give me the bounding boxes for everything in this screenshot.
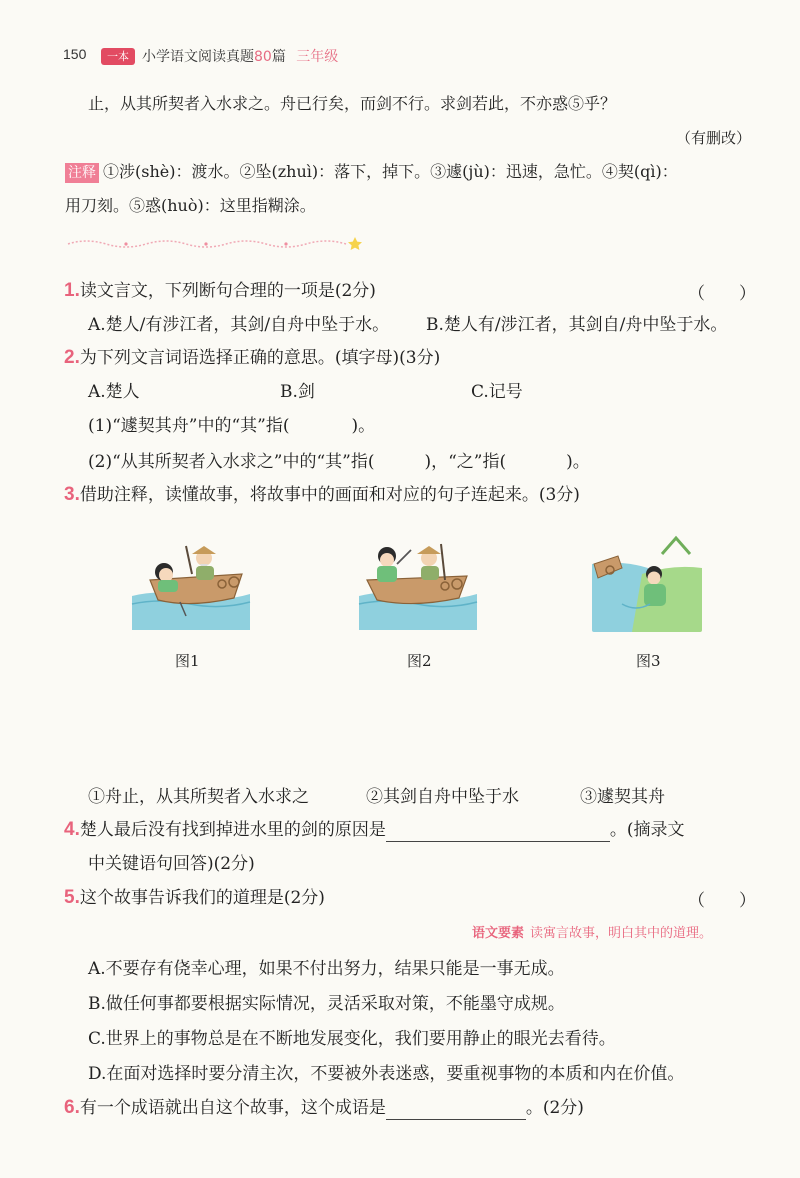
question-3: [64, 483, 580, 507]
picture-2-caption: 图2: [407, 652, 432, 670]
q2-sub-2: [88, 450, 590, 474]
notes-text-1: ①涉(shè)：渡水。②坠(zhuì)：落下，掉下。③遽(jù)：迅速，急忙。④契(qì)：: [103, 162, 678, 181]
q5-option-c: C.世界上的事物总是在不断地发展变化，我们要用静止的眼光去看待。: [88, 1029, 616, 1049]
grade-label: 三年级: [296, 49, 339, 65]
q5-option-b: B.做任何事都要根据实际情况，灵活采取对策，不能墨守成规。: [88, 994, 565, 1014]
source-note: （有删改）: [676, 129, 752, 147]
q2-option-b: B.剑: [280, 382, 315, 402]
title-prefix: 小学语文阅读真题: [142, 49, 254, 65]
question-4-line-2: 中关键语句回答)(2分): [88, 854, 255, 874]
answer-paren-q1[interactable]: （ ）: [688, 284, 756, 304]
notes-line-2: 用刀刻。⑤惑(huò)：这里指糊涂。: [65, 196, 316, 215]
story-picture-1: [130, 534, 252, 630]
q2-sub-1-end: )。: [351, 416, 376, 436]
answer-paren-q5[interactable]: （ ）: [688, 891, 756, 911]
book-title: [142, 46, 338, 66]
brand-logo: 一本: [101, 48, 135, 65]
question-5: [64, 886, 325, 910]
question-5-text: 这个故事告诉我们的道理是(2分): [79, 888, 325, 908]
answer-blank-q4[interactable]: [386, 822, 610, 842]
story-picture-2: [357, 534, 479, 630]
q5-option-d: D.在面对选择时要分清主次，不要被外表迷惑，要重视事物的本质和内在价值。: [88, 1064, 685, 1084]
q1-option-a: A.楚人/有涉江者，其剑/自舟中坠于水。: [88, 315, 390, 335]
passage-line: 止，从其所契者入水求之。舟已行矣，而剑不行。求剑若此，不亦惑⑤乎？: [88, 94, 617, 113]
q3-sentence-2: ②其剑自舟中坠于水: [366, 787, 519, 807]
q2-sub-2-text: (2)“从其所契者入水求之”中的“其”指(: [88, 452, 375, 472]
decorative-divider: [66, 236, 366, 250]
question-1-number: 1.: [64, 280, 80, 301]
picture-1-caption: 图1: [175, 652, 200, 670]
language-element-note: [472, 922, 712, 941]
question-4-text: 楚人最后没有找到掉进水里的剑的原因是: [79, 820, 386, 840]
q2-sub-2-end: )。: [566, 452, 590, 472]
question-2-number: 2.: [64, 347, 80, 368]
q2-sub-2-mid: )，“之”指(: [424, 452, 507, 472]
question-4-number: 4.: [64, 819, 80, 840]
notes-tag: 注释: [65, 163, 99, 183]
question-6-text-end: 。(2分): [525, 1098, 584, 1118]
title-suffix: 篇: [271, 49, 286, 65]
question-3-number: 3.: [64, 484, 80, 505]
notes-line-1: [65, 160, 678, 184]
language-element-label: 语文要素: [472, 926, 525, 941]
q2-option-c: C.记号: [471, 382, 523, 402]
picture-3-caption: 图3: [636, 652, 661, 670]
question-2: [64, 346, 440, 370]
page-number: 150: [63, 46, 87, 62]
q3-sentence-3: ③遽契其舟: [580, 787, 665, 807]
q2-sub-1-text: (1)“遽契其舟”中的“其”指(: [88, 416, 290, 436]
title-count: 80: [254, 49, 272, 65]
story-picture-3: [592, 534, 702, 632]
question-3-text: 借助注释，读懂故事，将故事中的画面和对应的句子连起来。(3分): [79, 485, 580, 505]
question-4: [64, 818, 685, 842]
question-6: [64, 1096, 584, 1120]
q5-option-a: A.不要存有侥幸心理，如果不付出努力，结果只能是一事无成。: [88, 959, 565, 979]
question-6-number: 6.: [64, 1097, 80, 1118]
question-5-number: 5.: [64, 887, 80, 908]
q2-sub-1: [88, 414, 375, 438]
q2-option-a: A.楚人: [88, 382, 140, 402]
question-1-text: 读文言文，下列断句合理的一项是(2分): [79, 281, 376, 301]
question-4-text-end: 。(摘录文: [609, 820, 685, 840]
q3-sentence-1: ①舟止，从其所契者入水求之: [88, 787, 309, 807]
question-2-text: 为下列文言词语选择正确的意思。(填字母)(3分): [79, 348, 441, 368]
answer-blank-q6[interactable]: [386, 1100, 526, 1120]
question-1: [64, 279, 376, 303]
q1-option-b: B.楚人有/涉江者，其剑自/舟中坠于水。: [426, 315, 728, 335]
language-element-text: 读寓言故事，明白其中的道理。: [530, 926, 713, 941]
question-6-text: 有一个成语就出自这个故事，这个成语是: [79, 1098, 386, 1118]
